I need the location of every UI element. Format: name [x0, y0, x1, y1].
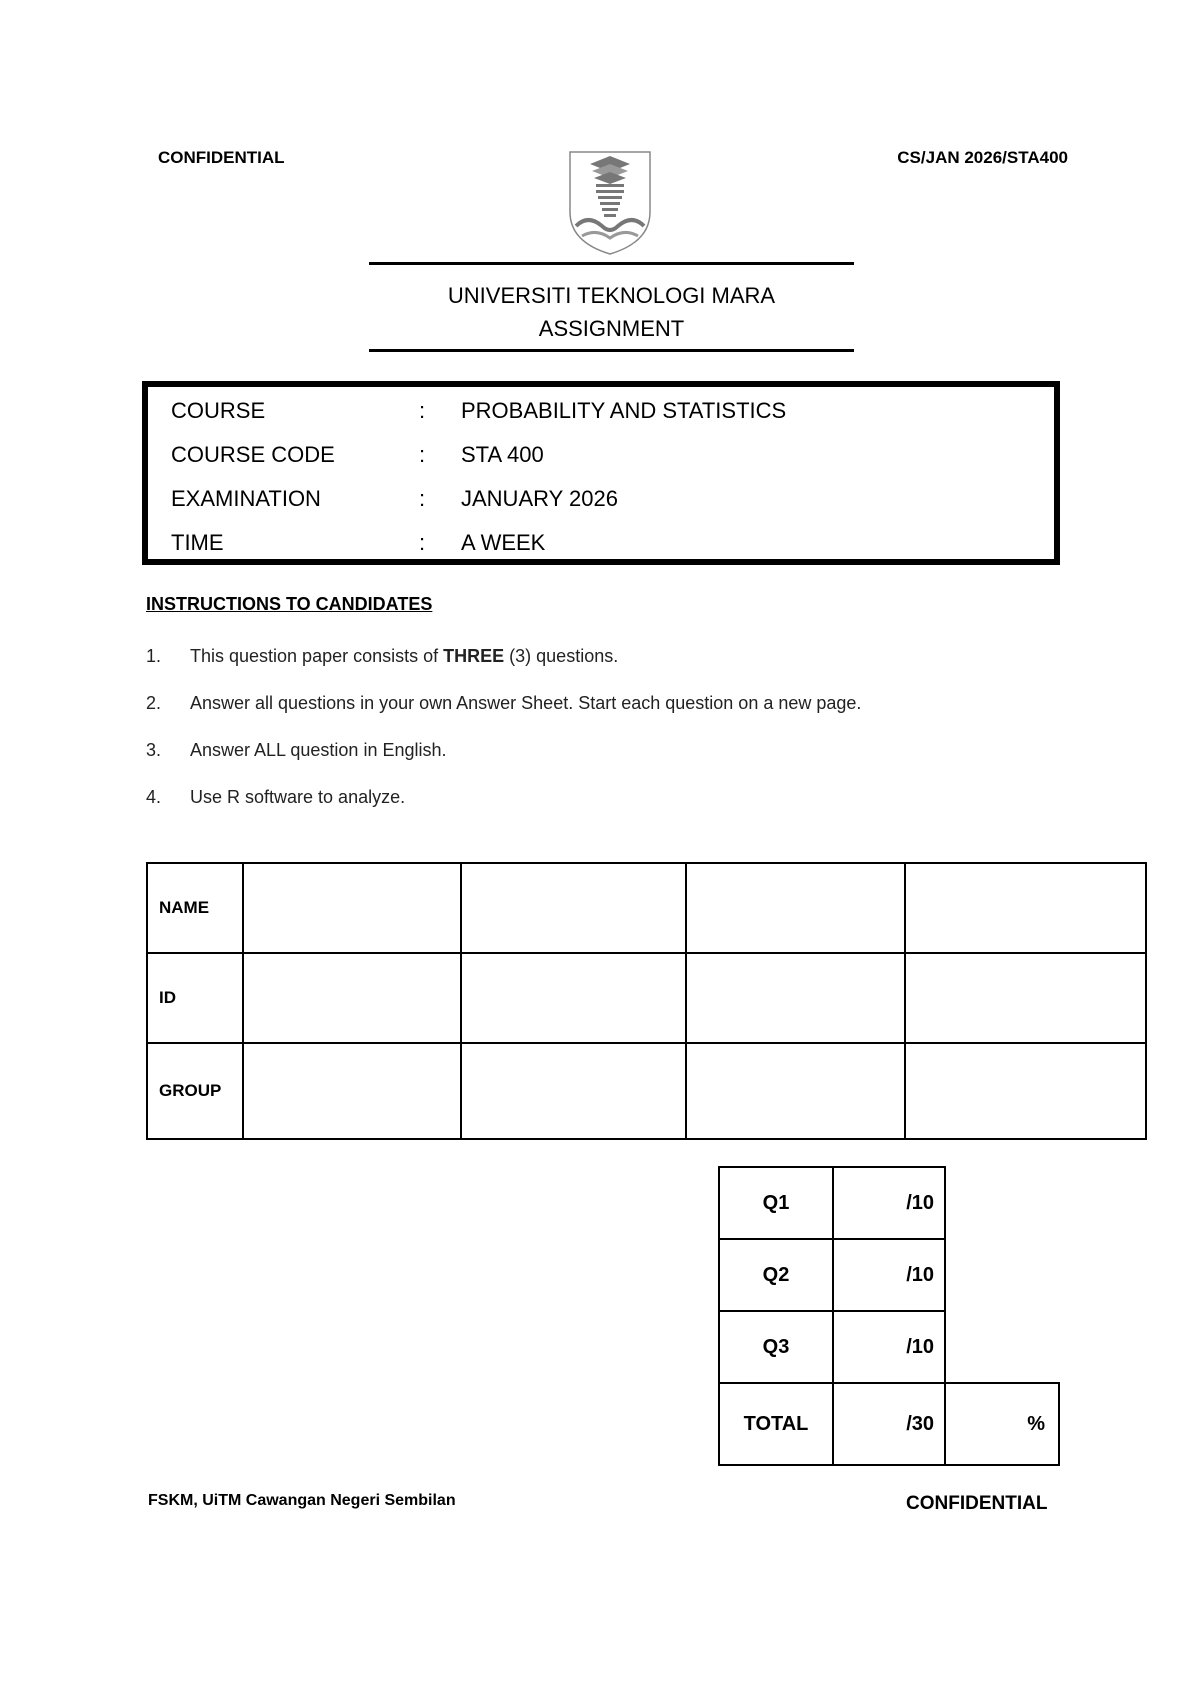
empty-cell	[945, 1311, 1059, 1383]
total-percent: %	[945, 1383, 1059, 1465]
instruction-text-post: (3) questions.	[504, 646, 619, 666]
name-cell[interactable]	[461, 863, 686, 953]
instruction-text	[190, 646, 618, 667]
instruction-text: Answer ALL question in English.	[190, 740, 447, 760]
name-cell[interactable]	[905, 863, 1146, 953]
info-key: COURSE CODE	[171, 442, 335, 467]
header-code: CS/JAN 2026/STA400	[897, 148, 1068, 167]
info-row-examination	[148, 474, 1054, 518]
row-label-group: GROUP	[147, 1043, 243, 1139]
document-type: ASSIGNMENT	[538, 316, 685, 341]
id-cell[interactable]	[243, 953, 461, 1043]
info-value: STA 400	[461, 442, 544, 467]
instruction-number: 3.	[146, 740, 162, 760]
question-mark: /10	[833, 1239, 945, 1311]
table-row	[719, 1167, 1059, 1239]
instruction-text: Answer all questions in your own Answer Sheet. Start each question on a new page.	[190, 693, 862, 713]
info-sep: :	[419, 486, 426, 511]
title-rule-top	[369, 262, 854, 265]
info-value: A WEEK	[461, 530, 546, 555]
uitm-crest-icon	[566, 150, 654, 256]
table-row	[147, 953, 1146, 1043]
university-name: UNIVERSITI TEKNOLOGI MARA	[447, 283, 776, 308]
instruction-text-pre: This question paper consists of	[190, 646, 444, 666]
table-row	[147, 1043, 1146, 1139]
info-row-course-code	[148, 430, 1054, 474]
group-cell[interactable]	[905, 1043, 1146, 1139]
course-info-box	[142, 381, 1060, 565]
name-cell[interactable]	[686, 863, 905, 953]
question-mark: /10	[833, 1311, 945, 1383]
student-details-table	[146, 862, 1147, 1140]
instruction-text-bold: THREE	[443, 646, 505, 666]
table-row	[719, 1239, 1059, 1311]
group-cell[interactable]	[243, 1043, 461, 1139]
info-row-course	[148, 386, 1054, 430]
info-value: JANUARY 2026	[461, 486, 618, 511]
group-cell[interactable]	[461, 1043, 686, 1139]
empty-cell	[945, 1167, 1059, 1239]
total-mark: /30	[833, 1383, 945, 1465]
table-row	[147, 863, 1146, 953]
total-label: TOTAL	[719, 1383, 833, 1465]
instruction-number: 1.	[146, 646, 162, 666]
question-label: Q2	[719, 1239, 833, 1311]
empty-cell	[945, 1239, 1059, 1311]
id-cell[interactable]	[461, 953, 686, 1043]
question-mark: /10	[833, 1167, 945, 1239]
info-sep: :	[419, 398, 426, 423]
info-key: COURSE	[171, 398, 266, 423]
title-block	[369, 279, 854, 345]
instruction-text: Use R software to analyze.	[190, 787, 406, 807]
question-label: Q1	[719, 1167, 833, 1239]
title-rule-bottom	[369, 349, 854, 352]
instruction-number: 2.	[146, 693, 162, 713]
header-confidential: CONFIDENTIAL	[158, 148, 285, 167]
row-label-id: ID	[147, 953, 243, 1043]
info-value: PROBABILITY AND STATISTICS	[461, 398, 787, 423]
info-sep: :	[419, 442, 426, 467]
question-label: Q3	[719, 1311, 833, 1383]
table-row	[719, 1311, 1059, 1383]
group-cell[interactable]	[686, 1043, 905, 1139]
table-row-total	[719, 1383, 1059, 1465]
footer-faculty: FSKM, UiTM Cawangan Negeri Sembilan	[148, 1492, 456, 1509]
info-key: TIME	[171, 530, 224, 555]
footer-confidential: CONFIDENTIAL	[906, 1493, 1048, 1514]
id-cell[interactable]	[686, 953, 905, 1043]
info-key: EXAMINATION	[171, 486, 321, 511]
instruction-number: 4.	[146, 787, 162, 807]
info-sep: :	[419, 530, 426, 555]
marks-table	[718, 1166, 1060, 1466]
row-label-name: NAME	[147, 863, 243, 953]
name-cell[interactable]	[243, 863, 461, 953]
id-cell[interactable]	[905, 953, 1146, 1043]
instructions-heading: INSTRUCTIONS TO CANDIDATES	[146, 594, 433, 614]
info-row-time	[148, 518, 1054, 562]
